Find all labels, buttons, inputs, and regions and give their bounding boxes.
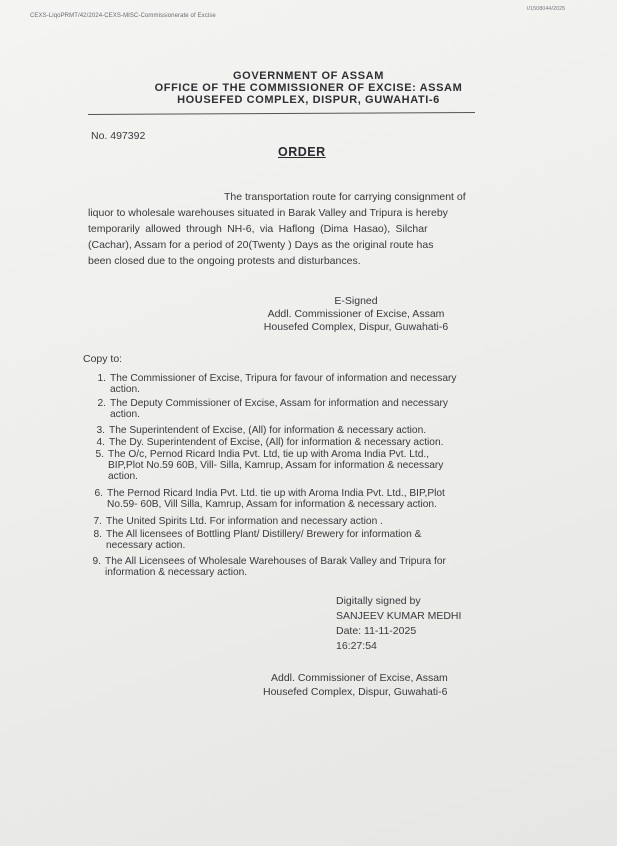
digital-signature-name: SANJEEV KUMAR MEDHI: [336, 610, 462, 622]
esign-designation: Addl. Commissioner of Excise, Assam: [267, 308, 445, 320]
order-body-line: liquor to wholesale warehouses situated in Barak Valley and Tripura is hereby: [88, 207, 448, 219]
order-body-line: temporarily allowed through NH-6, via Haflong (Dima Hasao), Silchar: [88, 223, 428, 235]
order-body-line: been closed due to the ongoing protests and disturbances.: [88, 255, 361, 267]
footer-designation: Addl. Commissioner of Excise, Assam: [271, 672, 448, 684]
order-body-line: (Cachar), Assam for a period of 20(Twenty ) Days as the original route has: [88, 239, 434, 251]
header-address: HOUSEFED COMPLEX, DISPUR, GUWAHATI-6: [177, 94, 440, 106]
file-reference: CEXS-LiqoPRMT/42/2024-CEXS-MISC-Commissionerate of Excise: [30, 13, 216, 19]
header-office: OFFICE OF THE COMMISSIONER OF EXCISE: ASSAM: [154, 82, 463, 94]
header-divider: [88, 112, 475, 115]
esign-address: Housefed Complex, Dispur, Guwahati-6: [263, 321, 449, 333]
order-title: ORDER: [278, 145, 326, 159]
digital-signature-time: 16:27:54: [336, 640, 377, 652]
digital-signature-label: Digitally signed by: [336, 595, 421, 607]
esign-label: E-Signed: [334, 295, 378, 307]
order-body-line: The transportation route for carrying consignment of: [224, 191, 466, 203]
register-number: I/1508044/2025: [527, 6, 566, 12]
digital-signature-date: Date: 11-11-2025: [336, 625, 417, 637]
document-page: CEXS-LiqoPRMT/42/2024-CEXS-MISC-Commissionerate of Excise I/1508044/2025 GOVERNMENT OF ASSAM OFFICE OF THE COMMISSIONER OF EXCISE: ASSAM HOUSEFED COMPLEX, DISPUR, GUWAHATI-6 No. 497392 ORDER The transportation route for carrying consignment of liquor to wholesale warehouses situated in Barak Valley and Tripura is hereby temporarily allowed through NH-6, via Haflong (Dima Hasao), Silchar (Cachar), Assam for a period of 20(Twenty ) Days as the original route has been closed due to the ongoing protests and disturbances. E-Signed Addl. Commissioner of Excise, Assam Housefed Complex, Dispur, Guwahati-6 Copy to: 1. The Commissioner of Excise, Tripura for favour of information and necessary action. 2. The Deputy Commissioner of Excise, Assam for information and necessary action. 3. The Superintendent of Excise, (All) for information & necessary action. 4. The Dy. Superintendent of Excise, (All) for information & necessary action. 5. The O/c, Pernod Ricard India Pvt. Ltd, tie up with Aroma India Pvt. Ltd., BIP,Plot No.59 60B, Vill- Silla, Kamrup, Assam for information & necessary action. 6. The Pernod Ricard India Pvt. Ltd. tie up with Aroma India Pvt. Ltd., BIP,Plot No.59- 60B, Vill Silla, Kamrup, Assam for information & necessary action. 7. The United Spirits Ltd. For information and necessary action . 8. The All licensees of Bottling Plant/ Distillery/ Brewery for information & necessary action. 9. The All Licensees of Wholesale Warehouses of Barak Valley and Tripura for information & necessary action. Digitally signed by SANJEEV KUMAR MEDHI Date: 11-11-2025 16:27:54 Addl. Commissioner of Excise, Assam Housefed Complex, Dispur, Guwahati-6: [0, 0, 617, 846]
header-government: GOVERNMENT OF ASSAM: [233, 70, 384, 82]
copy-to-label: Copy to:: [83, 353, 123, 365]
footer-address: Housefed Complex, Dispur, Guwahati-6: [263, 686, 448, 698]
order-number: No. 497392: [91, 130, 146, 142]
